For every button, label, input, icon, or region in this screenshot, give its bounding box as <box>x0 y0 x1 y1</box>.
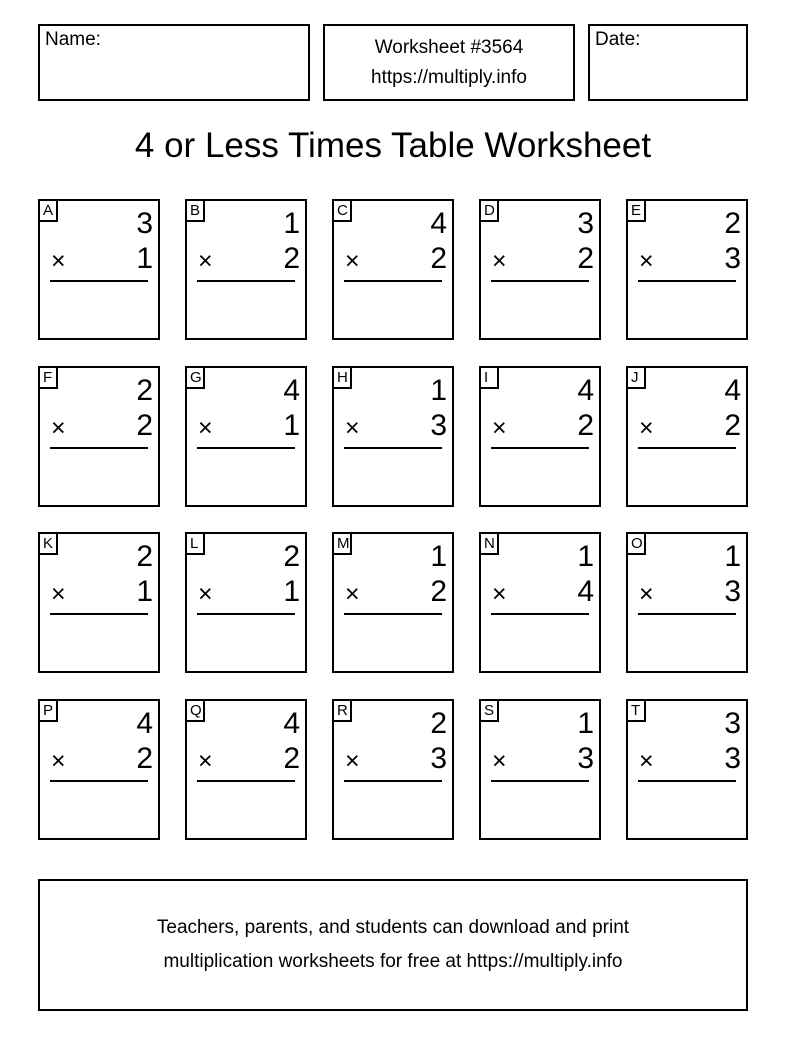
multiply-sign-icon: × <box>198 580 213 608</box>
multiplier: 3 <box>430 409 447 442</box>
problem-card[interactable] <box>185 199 307 340</box>
answer-line <box>344 780 442 782</box>
multiplier: 2 <box>430 242 447 275</box>
problem-card[interactable] <box>479 199 601 340</box>
multiply-sign-icon: × <box>492 247 507 275</box>
multiplicand: 2 <box>283 540 300 573</box>
multiply-sign-icon: × <box>639 414 654 442</box>
problem-card[interactable] <box>626 366 748 507</box>
footer-box <box>38 879 748 1011</box>
multiplier: 3 <box>430 742 447 775</box>
problem-card[interactable] <box>38 199 160 340</box>
worksheet-title: 4 or Less Times Table Worksheet <box>134 126 652 165</box>
problem-card[interactable] <box>332 366 454 507</box>
answer-line <box>344 447 442 449</box>
answer-line <box>344 280 442 282</box>
answer-line <box>197 447 295 449</box>
multiplicand: 3 <box>136 207 153 240</box>
multiplicand: 1 <box>283 207 300 240</box>
answer-line <box>50 613 148 615</box>
multiplier: 3 <box>724 242 741 275</box>
problem-card[interactable] <box>479 366 601 507</box>
multiply-sign-icon: × <box>492 580 507 608</box>
multiplier: 3 <box>577 742 594 775</box>
multiply-sign-icon: × <box>345 747 360 775</box>
multiply-sign-icon: × <box>51 247 66 275</box>
multiply-sign-icon: × <box>51 747 66 775</box>
multiplier: 1 <box>283 409 300 442</box>
problem-card[interactable] <box>332 532 454 673</box>
footer-line-2: multiplication worksheets for free at https://multiply.info <box>163 951 623 972</box>
problem-label: L <box>185 532 205 555</box>
problem-label: R <box>332 699 352 722</box>
problem-label: S <box>479 699 499 722</box>
multiplicand: 4 <box>136 707 153 740</box>
multiplier: 2 <box>577 409 594 442</box>
answer-line <box>50 447 148 449</box>
problem-card[interactable] <box>38 366 160 507</box>
answer-line <box>638 280 736 282</box>
answer-line <box>50 780 148 782</box>
answer-line <box>197 613 295 615</box>
problem-label: I <box>479 366 499 389</box>
name-field-box[interactable] <box>38 24 310 101</box>
answer-line <box>638 780 736 782</box>
worksheet-info-box <box>323 24 575 101</box>
problem-label: T <box>626 699 646 722</box>
answer-line <box>491 613 589 615</box>
multiply-sign-icon: × <box>345 580 360 608</box>
multiply-sign-icon: × <box>492 747 507 775</box>
date-field-box[interactable] <box>588 24 748 101</box>
multiplier: 2 <box>724 409 741 442</box>
multiply-sign-icon: × <box>639 580 654 608</box>
problem-card[interactable] <box>185 532 307 673</box>
problem-label: O <box>626 532 646 555</box>
multiplier: 1 <box>136 242 153 275</box>
multiplicand: 4 <box>283 374 300 407</box>
multiplier: 2 <box>136 742 153 775</box>
worksheet-number: Worksheet #3564 <box>374 37 524 58</box>
multiplier: 1 <box>136 575 153 608</box>
problem-label: E <box>626 199 646 222</box>
multiplicand: 2 <box>430 707 447 740</box>
multiplier: 2 <box>283 242 300 275</box>
answer-line <box>638 447 736 449</box>
answer-line <box>197 280 295 282</box>
problem-card[interactable] <box>185 699 307 840</box>
multiplicand: 1 <box>430 374 447 407</box>
answer-line <box>491 447 589 449</box>
problem-card[interactable] <box>185 366 307 507</box>
multiply-sign-icon: × <box>492 414 507 442</box>
problem-label: A <box>38 199 58 222</box>
problem-card[interactable] <box>626 699 748 840</box>
footer-line-1: Teachers, parents, and students can download and print <box>156 917 630 938</box>
answer-line <box>344 613 442 615</box>
multiply-sign-icon: × <box>198 247 213 275</box>
multiplicand: 2 <box>724 207 741 240</box>
multiplicand: 1 <box>577 707 594 740</box>
problem-label: G <box>185 366 205 389</box>
problem-card[interactable] <box>38 699 160 840</box>
answer-line <box>197 780 295 782</box>
problem-label: P <box>38 699 58 722</box>
multiplicand: 2 <box>136 540 153 573</box>
problem-card[interactable] <box>332 699 454 840</box>
multiplicand: 4 <box>724 374 741 407</box>
worksheet-url: https://multiply.info <box>371 67 527 88</box>
multiplicand: 1 <box>724 540 741 573</box>
multiply-sign-icon: × <box>51 414 66 442</box>
multiply-sign-icon: × <box>345 247 360 275</box>
problem-label: C <box>332 199 352 222</box>
multiplicand: 4 <box>430 207 447 240</box>
multiplier: 3 <box>724 575 741 608</box>
problem-label: M <box>332 532 352 555</box>
problem-label: H <box>332 366 352 389</box>
multiply-sign-icon: × <box>639 747 654 775</box>
multiply-sign-icon: × <box>198 414 213 442</box>
multiply-sign-icon: × <box>345 414 360 442</box>
multiplicand: 3 <box>724 707 741 740</box>
answer-line <box>50 280 148 282</box>
problem-card[interactable] <box>38 532 160 673</box>
answer-line <box>491 280 589 282</box>
problem-label: N <box>479 532 499 555</box>
multiplier: 2 <box>136 409 153 442</box>
problem-label: B <box>185 199 205 222</box>
answer-line <box>491 780 589 782</box>
multiplier: 1 <box>283 575 300 608</box>
multiplicand: 4 <box>577 374 594 407</box>
multiplicand: 2 <box>136 374 153 407</box>
problem-label: F <box>38 366 58 389</box>
multiply-sign-icon: × <box>198 747 213 775</box>
multiplicand: 3 <box>577 207 594 240</box>
multiplier: 2 <box>283 742 300 775</box>
multiplicand: 4 <box>283 707 300 740</box>
problem-card[interactable] <box>626 199 748 340</box>
multiplicand: 1 <box>430 540 447 573</box>
answer-line <box>638 613 736 615</box>
problem-card[interactable] <box>626 532 748 673</box>
multiplier: 3 <box>724 742 741 775</box>
multiply-sign-icon: × <box>639 247 654 275</box>
name-label: Name: <box>45 29 101 50</box>
problem-label: K <box>38 532 58 555</box>
problem-card[interactable] <box>479 699 601 840</box>
problem-card[interactable] <box>479 532 601 673</box>
problem-label: D <box>479 199 499 222</box>
date-label: Date: <box>595 29 641 50</box>
problem-label: J <box>626 366 646 389</box>
problem-card[interactable] <box>332 199 454 340</box>
problem-label: Q <box>185 699 205 722</box>
multiplier: 4 <box>577 575 594 608</box>
multiplicand: 1 <box>577 540 594 573</box>
multiplier: 2 <box>430 575 447 608</box>
multiply-sign-icon: × <box>51 580 66 608</box>
multiplier: 2 <box>577 242 594 275</box>
